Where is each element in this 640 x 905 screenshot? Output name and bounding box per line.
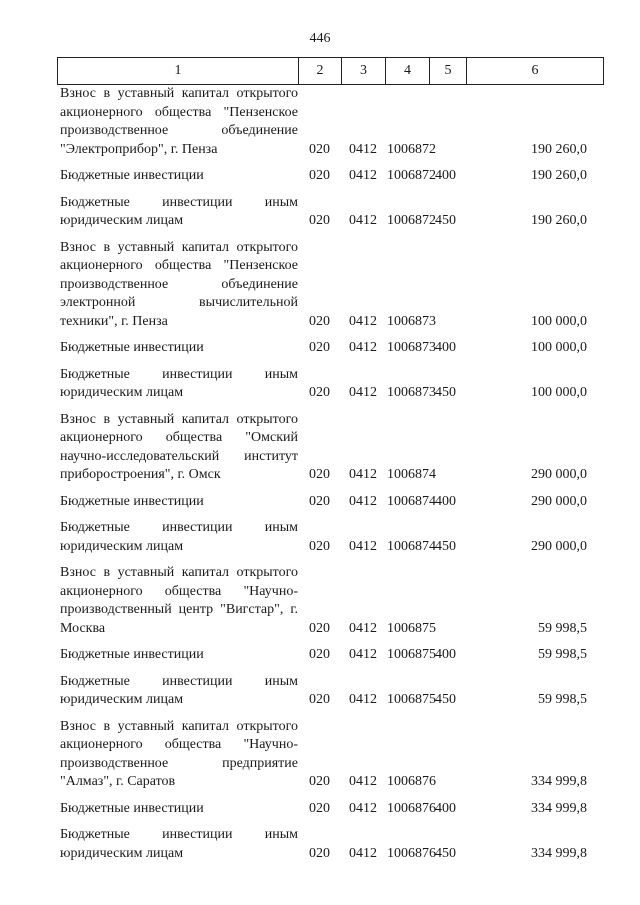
row-section-code: 0412 (349, 213, 377, 228)
row-expense-type: 400 (435, 340, 456, 355)
row-ministry-code: 020 (309, 313, 330, 329)
row-ministry-code: 020 (309, 620, 330, 636)
row-description: Взнос в уставный капитал открытого акционерного общества "Научно-производственный центр "Вигстар", г. Москва (60, 565, 298, 636)
row-section-code: 0412 (349, 467, 377, 482)
row-amount: 190 260,0 (531, 213, 587, 228)
column-header-1: 1 (58, 58, 299, 85)
row-amount: 290 000,0 (531, 538, 587, 554)
row-target-code: 1006872 (387, 213, 436, 228)
row-section-code: 0412 (349, 538, 377, 554)
row-expense-type: 400 (435, 647, 456, 662)
row-ministry-code: 020 (309, 774, 330, 789)
row-expense-type: 450 (435, 692, 456, 707)
row-section-code: 0412 (349, 692, 377, 707)
table-row (57, 673, 604, 710)
row-amount: 334 999,8 (531, 845, 587, 861)
row-expense-type: 400 (435, 493, 456, 509)
row-ministry-code: 020 (309, 168, 330, 183)
column-header-5: 5 (430, 58, 467, 85)
row-description: Бюджетные инвестиции иным юридическим лицам (60, 194, 298, 228)
column-header-table (57, 57, 604, 85)
row-target-code: 1006874 (387, 538, 436, 554)
row-target-code: 1006875 (387, 692, 436, 707)
row-target-code: 1006873 (387, 340, 436, 355)
row-description: Взнос в уставный капитал открытого акционерного общества "Пензенское производственное объединение "Электроприбор", г. Пенза (60, 86, 298, 157)
row-ministry-code: 020 (309, 467, 330, 482)
row-amount: 290 000,0 (531, 493, 587, 509)
row-ministry-code: 020 (309, 385, 330, 400)
row-description: Бюджетные инвестиции иным юридическим лицам (60, 673, 298, 707)
table-row (57, 411, 604, 485)
column-header-4: 4 (386, 58, 430, 85)
row-target-code: 1006876 (387, 845, 436, 861)
row-ministry-code: 020 (309, 692, 330, 707)
row-description: Бюджетные инвестиции (60, 493, 204, 509)
row-section-code: 0412 (349, 141, 377, 157)
row-target-code: 1006874 (387, 467, 436, 482)
table-row (57, 339, 604, 358)
table-row (57, 564, 604, 638)
row-target-code: 1006876 (387, 800, 436, 816)
table-row (57, 85, 604, 159)
table-row (57, 167, 604, 186)
row-target-code: 1006873 (387, 385, 436, 400)
row-target-code: 1006875 (387, 647, 436, 662)
row-description: Бюджетные инвестиции иным юридическим лицам (60, 520, 298, 554)
row-ministry-code: 020 (309, 538, 330, 554)
row-section-code: 0412 (349, 620, 377, 636)
row-section-code: 0412 (349, 493, 377, 509)
row-amount: 59 998,5 (538, 647, 587, 662)
row-section-code: 0412 (349, 340, 377, 355)
row-amount: 290 000,0 (531, 467, 587, 482)
row-expense-type: 450 (435, 385, 456, 400)
row-target-code: 1006875 (387, 620, 436, 636)
row-ministry-code: 020 (309, 800, 330, 816)
row-description: Бюджетные инвестиции иным юридическим лицам (60, 366, 298, 400)
row-section-code: 0412 (349, 774, 377, 789)
row-amount: 190 260,0 (531, 141, 587, 157)
table-row (57, 718, 604, 792)
row-section-code: 0412 (349, 313, 377, 329)
row-target-code: 1006873 (387, 313, 436, 329)
row-description: Взнос в уставный капитал открытого акционерного общества "Научно-производственное предприятие "Алмаз", г. Саратов (60, 718, 298, 789)
table-row (57, 194, 604, 231)
row-amount: 334 999,8 (531, 774, 587, 789)
row-expense-type: 450 (435, 538, 456, 554)
row-target-code: 1006876 (387, 774, 436, 789)
row-amount: 59 998,5 (538, 620, 587, 636)
row-description: Взнос в уставный капитал открытого акционерного общества "Пензенское производственное объединение электронной вычислительной техники", г. Пенза (60, 239, 298, 329)
row-target-code: 1006874 (387, 493, 436, 509)
row-ministry-code: 020 (309, 213, 330, 228)
row-section-code: 0412 (349, 385, 377, 400)
row-expense-type: 400 (435, 168, 456, 183)
row-description: Бюджетные инвестиции (60, 647, 204, 662)
row-section-code: 0412 (349, 647, 377, 662)
table-row (57, 646, 604, 665)
budget-table-body (57, 85, 604, 871)
row-description: Бюджетные инвестиции иным юридическим лицам (60, 827, 298, 861)
row-amount: 59 998,5 (538, 692, 587, 707)
table-row (57, 239, 604, 332)
column-header-2: 2 (299, 58, 342, 85)
row-amount: 100 000,0 (531, 313, 587, 329)
row-description: Бюджетные инвестиции (60, 800, 204, 816)
row-ministry-code: 020 (309, 141, 330, 157)
row-description: Бюджетные инвестиции (60, 168, 204, 183)
table-row (57, 366, 604, 403)
row-expense-type: 450 (435, 845, 456, 861)
row-ministry-code: 020 (309, 493, 330, 509)
row-description: Взнос в уставный капитал открытого акционерного общества "Омский научно-исследовательский институт приборостроения", г. Омск (60, 411, 298, 482)
row-amount: 190 260,0 (531, 168, 587, 183)
column-header-row (58, 58, 604, 85)
row-amount: 100 000,0 (531, 385, 587, 400)
row-section-code: 0412 (349, 168, 377, 183)
row-target-code: 1006872 (387, 168, 436, 183)
table-row (57, 519, 604, 556)
table-row (57, 493, 604, 512)
row-description: Бюджетные инвестиции (60, 340, 204, 355)
page-number: 446 (309, 31, 331, 46)
row-ministry-code: 020 (309, 647, 330, 662)
row-section-code: 0412 (349, 800, 377, 816)
row-section-code: 0412 (349, 845, 377, 861)
row-ministry-code: 020 (309, 340, 330, 355)
row-ministry-code: 020 (309, 845, 330, 861)
row-amount: 334 999,8 (531, 800, 587, 816)
column-header-3: 3 (342, 58, 386, 85)
column-header-6: 6 (467, 58, 604, 85)
row-target-code: 1006872 (387, 141, 436, 157)
row-amount: 100 000,0 (531, 340, 587, 355)
row-expense-type: 450 (435, 213, 456, 228)
table-row (57, 826, 604, 863)
row-expense-type: 400 (435, 800, 456, 816)
table-row (57, 800, 604, 819)
